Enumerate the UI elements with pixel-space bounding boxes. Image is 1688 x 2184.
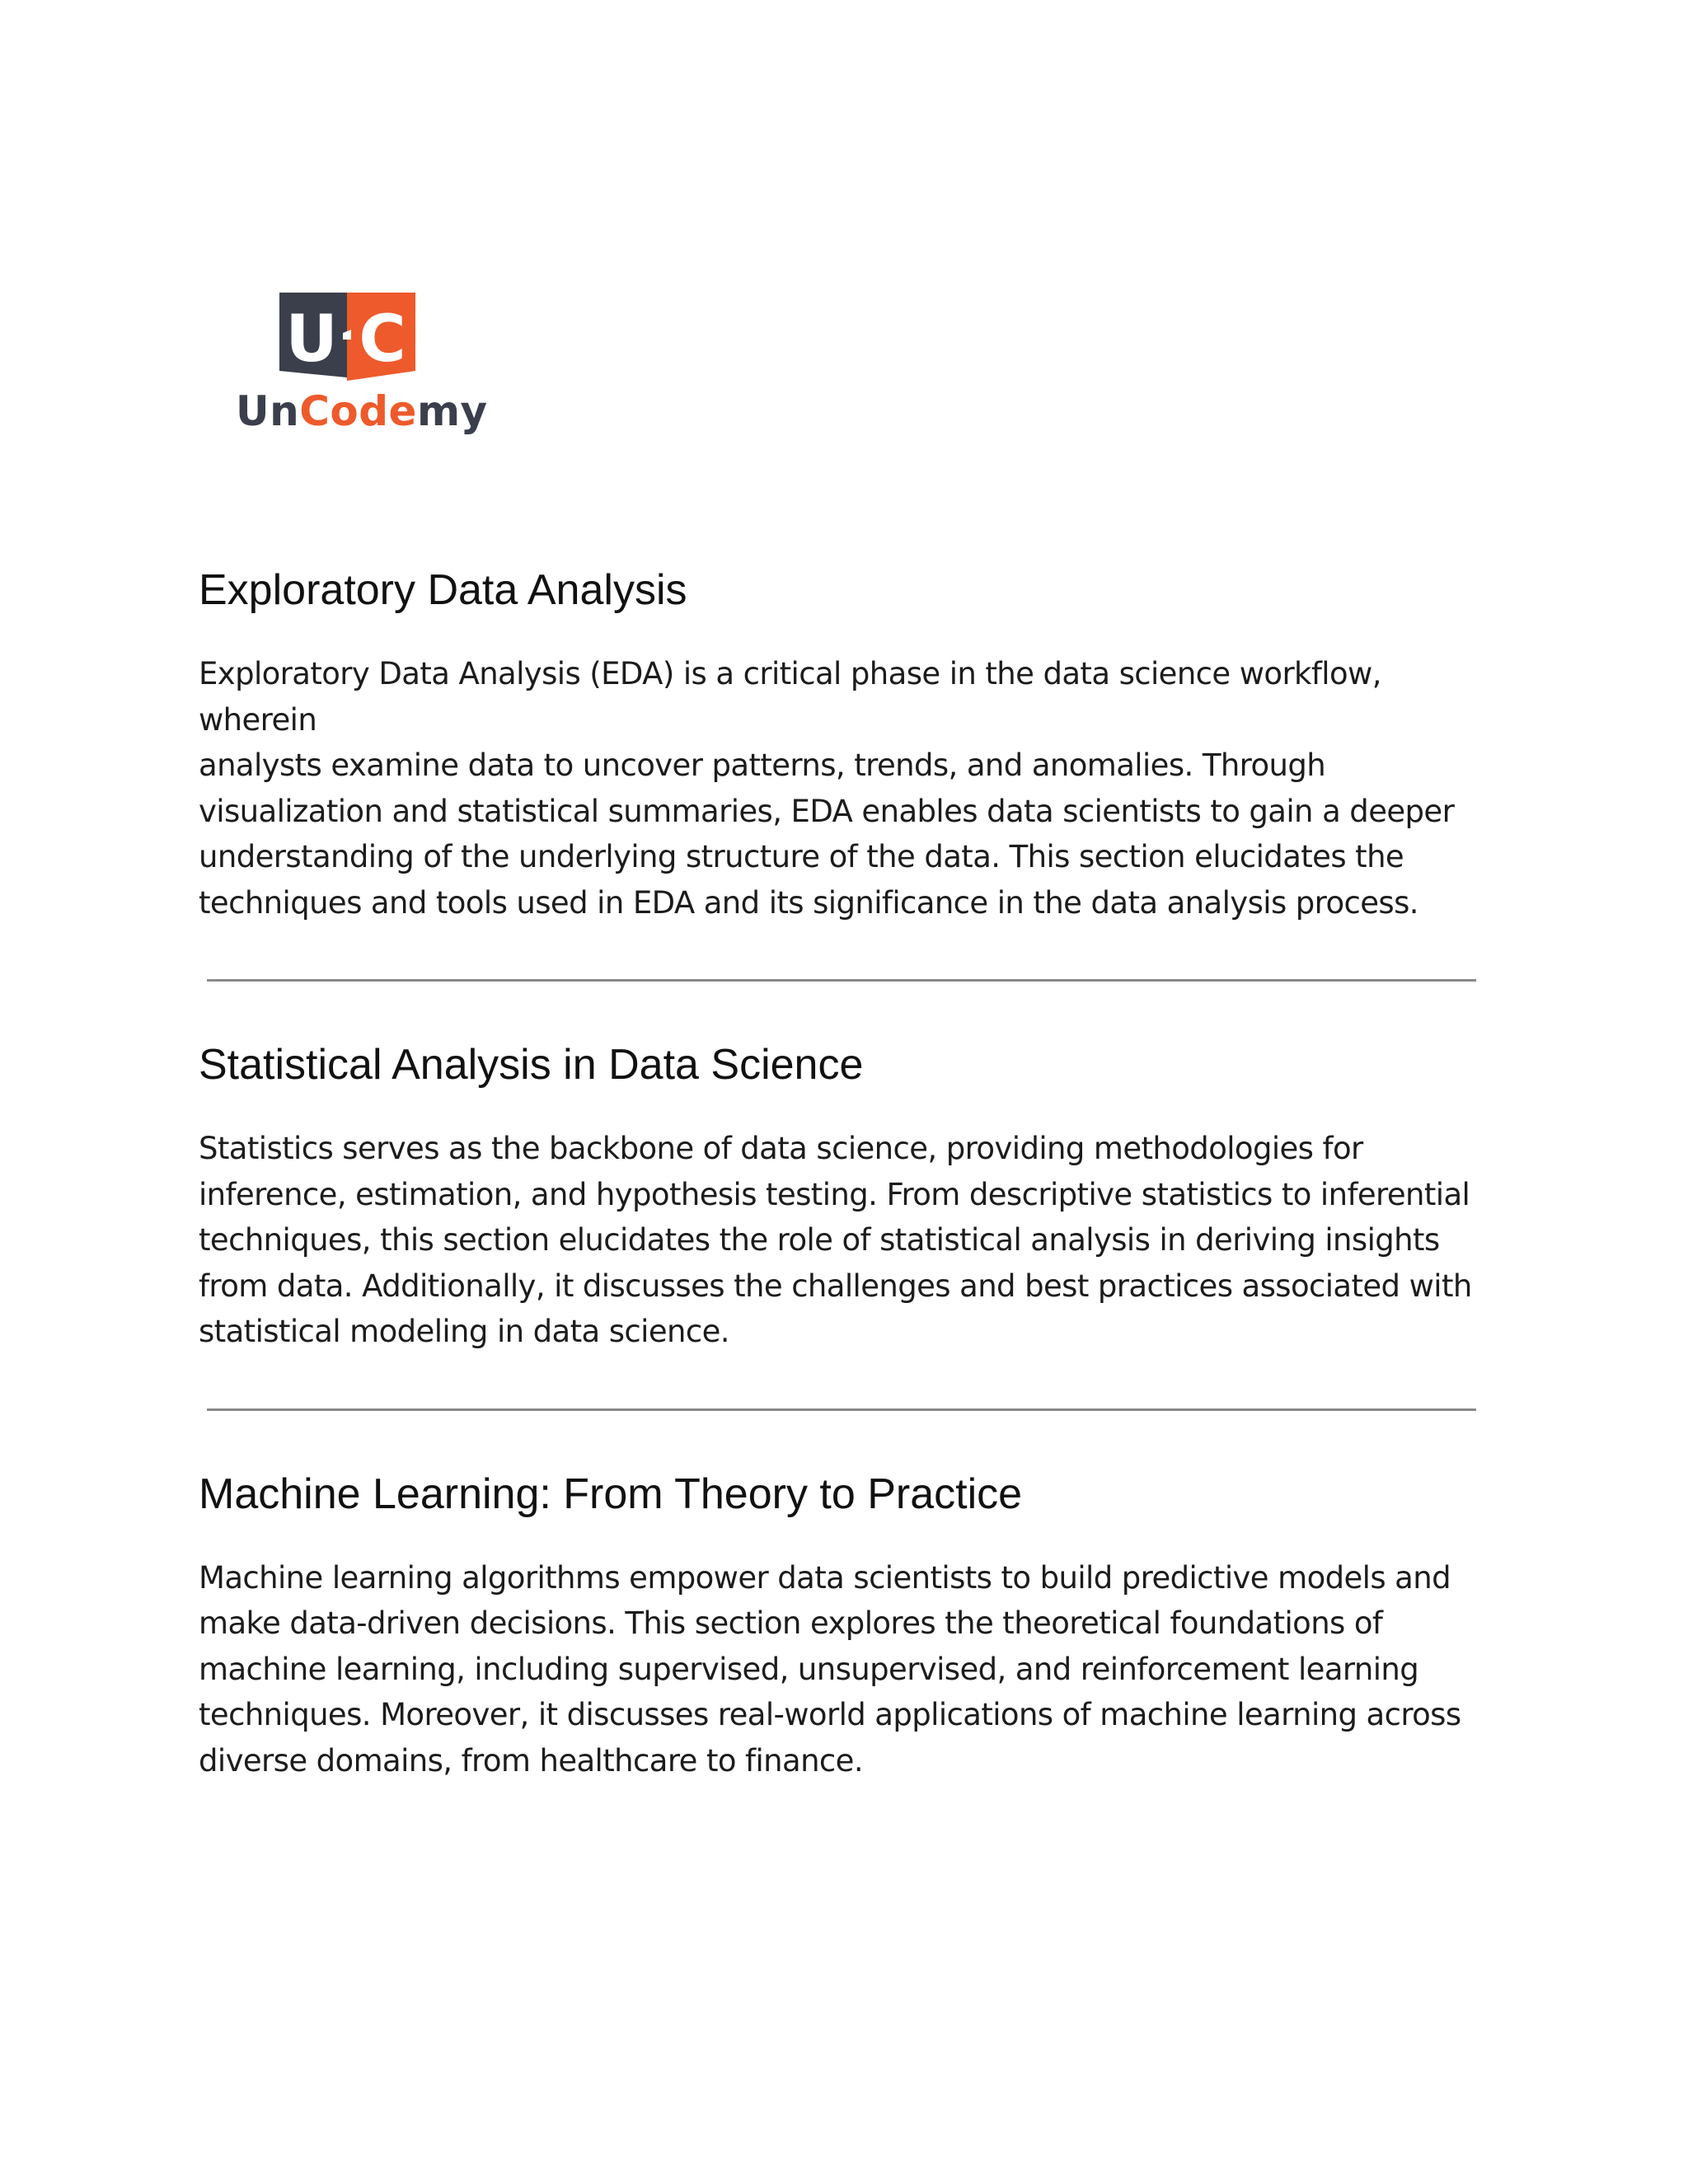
section-title: Machine Learning: From Theory to Practice <box>199 1469 1023 1518</box>
uncodemy-logo <box>236 288 488 445</box>
section-title: Exploratory Data Analysis <box>199 566 687 614</box>
section-body: Statistics serves as the backbone of data science, providing methodologies for inference, estimation, and hypothesis testing. From descriptive statistics to inferential techniques, this section elucidates the role of statistical analysis in deriving insights from data. Additionally, it discusses the challenges and best practices associated with statistical modeling in data science. <box>199 1131 1472 1349</box>
section-eda <box>199 560 1501 926</box>
section-statistical-analysis <box>199 1035 1501 1355</box>
logo-mark-c: C <box>359 302 406 377</box>
section-body: Machine learning algorithms empower data scientists to build predictive models and make data-driven decisions. This section explores the theoretical foundations of machine learning, including supervised, unsupervised, and reinforcement learning techniques. Moreover, it discusses real-world applications of machine learning across diverse domains, from healthcare to finance. <box>199 1559 1461 1779</box>
logo-word-un: Un <box>236 387 300 435</box>
logo-word-my: my <box>416 387 488 435</box>
uc-logo-mark <box>236 288 475 387</box>
section-machine-learning <box>199 1465 1501 1784</box>
horizontal-divider <box>207 979 1476 982</box>
document-content <box>199 560 1501 1783</box>
logo-wordmark <box>236 387 488 435</box>
section-body: Exploratory Data Analysis (EDA) is a critical phase in the data science workflow, wherein analysts examine data to uncover patterns, trends, and anomalies. Through visualization and statistical summaries, EDA enables data scientists to gain a deeper understanding of the underlying structure of the data. This section elucidates the techniques and tools used in EDA and its significance in the data analysis process. <box>199 656 1455 921</box>
logo-mark-u: U <box>285 302 338 377</box>
section-title: Statistical Analysis in Data Science <box>199 1041 864 1089</box>
horizontal-divider <box>207 1408 1476 1411</box>
logo-word-code: Code <box>299 387 417 435</box>
